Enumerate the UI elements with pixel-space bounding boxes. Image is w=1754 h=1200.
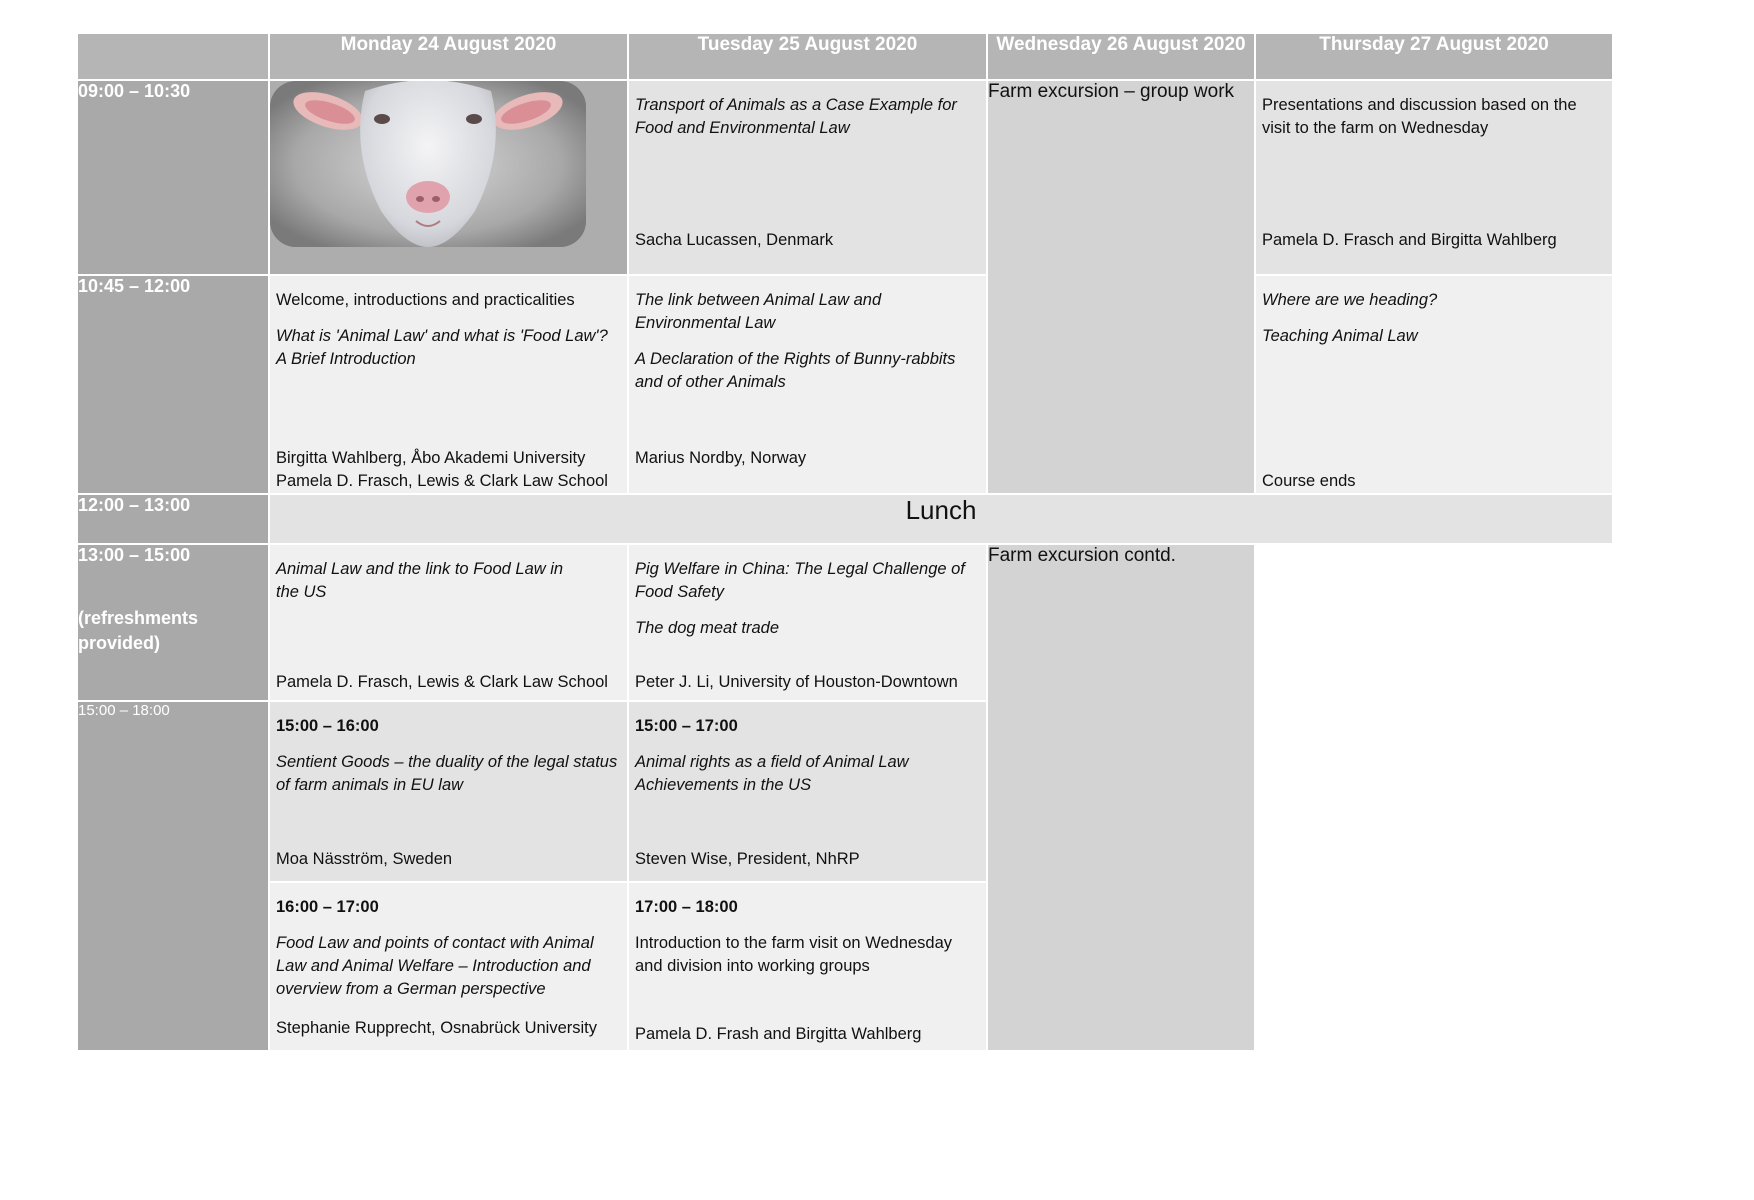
time-slot-2: 10:45 – 12:00 — [78, 276, 268, 495]
header-day-monday: Monday 24 August 2020 — [270, 34, 627, 81]
session-title: Animal rights as a field of Animal Law Achievements in the US — [635, 753, 909, 794]
monday-slot-4a — [270, 702, 627, 883]
tuesday-slot-3 — [629, 545, 986, 702]
time-lunch: 12:00 – 13:00 — [78, 495, 268, 545]
speaker: Birgitta Wahlberg, Åbo Akademi University — [276, 449, 586, 467]
thursday-slot-2 — [1256, 276, 1612, 495]
session-time: 16:00 – 17:00 — [276, 898, 379, 916]
monday-slot-2 — [270, 276, 627, 495]
session-title: The dog meat trade — [635, 619, 780, 637]
session-time: 17:00 – 18:00 — [635, 898, 738, 916]
course-schedule-table — [76, 34, 1614, 1052]
session-title: Teaching Animal Law — [1262, 327, 1418, 345]
session-intro: Welcome, introductions and practicalities — [276, 291, 575, 309]
session-title: A Declaration of the Rights of Bunny-rabbits and of other Animals — [635, 350, 956, 391]
speaker: Steven Wise, President, NhRP — [635, 850, 860, 868]
speaker: Pamela D. Frasch, Lewis & Clark Law School — [276, 673, 608, 691]
monday-slot-3 — [270, 545, 627, 702]
header-day-wednesday: Wednesday 26 August 2020 — [988, 34, 1254, 81]
time-slot-3 — [78, 545, 268, 702]
sheep-photo — [270, 81, 586, 247]
session-text: Presentations and discussion based on the visit to the farm on Wednesday — [1262, 96, 1577, 137]
wednesday-farm-excursion-group-work: Farm excursion – group work — [988, 81, 1254, 495]
speaker: Peter J. Li, University of Houston-Downtown — [635, 673, 958, 691]
header-corner — [78, 34, 268, 81]
session-title: Pig Welfare in China: The Legal Challenge of Food Safety — [635, 560, 965, 601]
time-label: 13:00 – 15:00 — [78, 545, 191, 565]
time-slot-4: 15:00 – 18:00 — [78, 702, 268, 1052]
thursday-afternoon-empty — [1256, 545, 1612, 1052]
session-text: Introduction to the farm visit on Wednesday and division into working groups — [635, 934, 953, 975]
row-slot-2 — [78, 276, 1612, 495]
course-ends: Course ends — [1262, 472, 1356, 490]
session-title: What is 'Animal Law' and what is 'Food Law'? A Brief Introduction — [276, 327, 608, 368]
time-slot-1: 09:00 – 10:30 — [78, 81, 268, 276]
session-title: Transport of Animals as a Case Example for Food and Environmental Law — [635, 96, 957, 137]
row-slot-1 — [78, 81, 1612, 276]
session-title: Where are we heading? — [1262, 291, 1438, 309]
tuesday-slot-1 — [629, 81, 986, 276]
tuesday-slot-4a — [629, 702, 986, 883]
row-lunch — [78, 495, 1612, 545]
session-title: The link between Animal Law and Environmental Law — [635, 291, 882, 332]
speaker: Pamela D. Frash and Birgitta Wahlberg — [635, 1025, 922, 1043]
session-title: Sentient Goods – the duality of the legal status of farm animals in EU law — [276, 753, 618, 794]
monday-slot-1-image-cell — [270, 81, 627, 276]
session-title: Food Law and points of contact with Animal Law and Animal Welfare – Introduction and overview from a German perspective — [276, 934, 594, 998]
wednesday-farm-excursion-contd: Farm excursion contd. — [988, 545, 1254, 1052]
session-title: Animal Law and the link to Food Law in the US — [276, 560, 564, 601]
speaker: Sacha Lucassen, Denmark — [635, 231, 834, 249]
row-slot-3 — [78, 545, 1612, 702]
header-row — [78, 34, 1612, 81]
header-day-thursday: Thursday 27 August 2020 — [1256, 34, 1612, 81]
tuesday-slot-4b — [629, 883, 986, 1052]
speaker: Pamela D. Frasch, Lewis & Clark Law School — [276, 472, 608, 490]
monday-slot-4b — [270, 883, 627, 1052]
sheep-face-icon — [270, 81, 586, 247]
speaker: Marius Nordby, Norway — [635, 449, 807, 467]
refreshments-note: (refreshments provided) — [78, 608, 199, 654]
speaker: Stephanie Rupprecht, Osnabrück University — [276, 1019, 597, 1037]
header-day-tuesday: Tuesday 25 August 2020 — [629, 34, 986, 81]
session-time: 15:00 – 16:00 — [276, 717, 379, 735]
session-time: 15:00 – 17:00 — [635, 717, 738, 735]
thursday-slot-1 — [1256, 81, 1612, 276]
speaker: Pamela D. Frasch and Birgitta Wahlberg — [1262, 231, 1557, 249]
speaker: Moa Näsström, Sweden — [276, 850, 453, 868]
tuesday-slot-2 — [629, 276, 986, 495]
lunch-banner: Lunch — [270, 495, 1612, 545]
